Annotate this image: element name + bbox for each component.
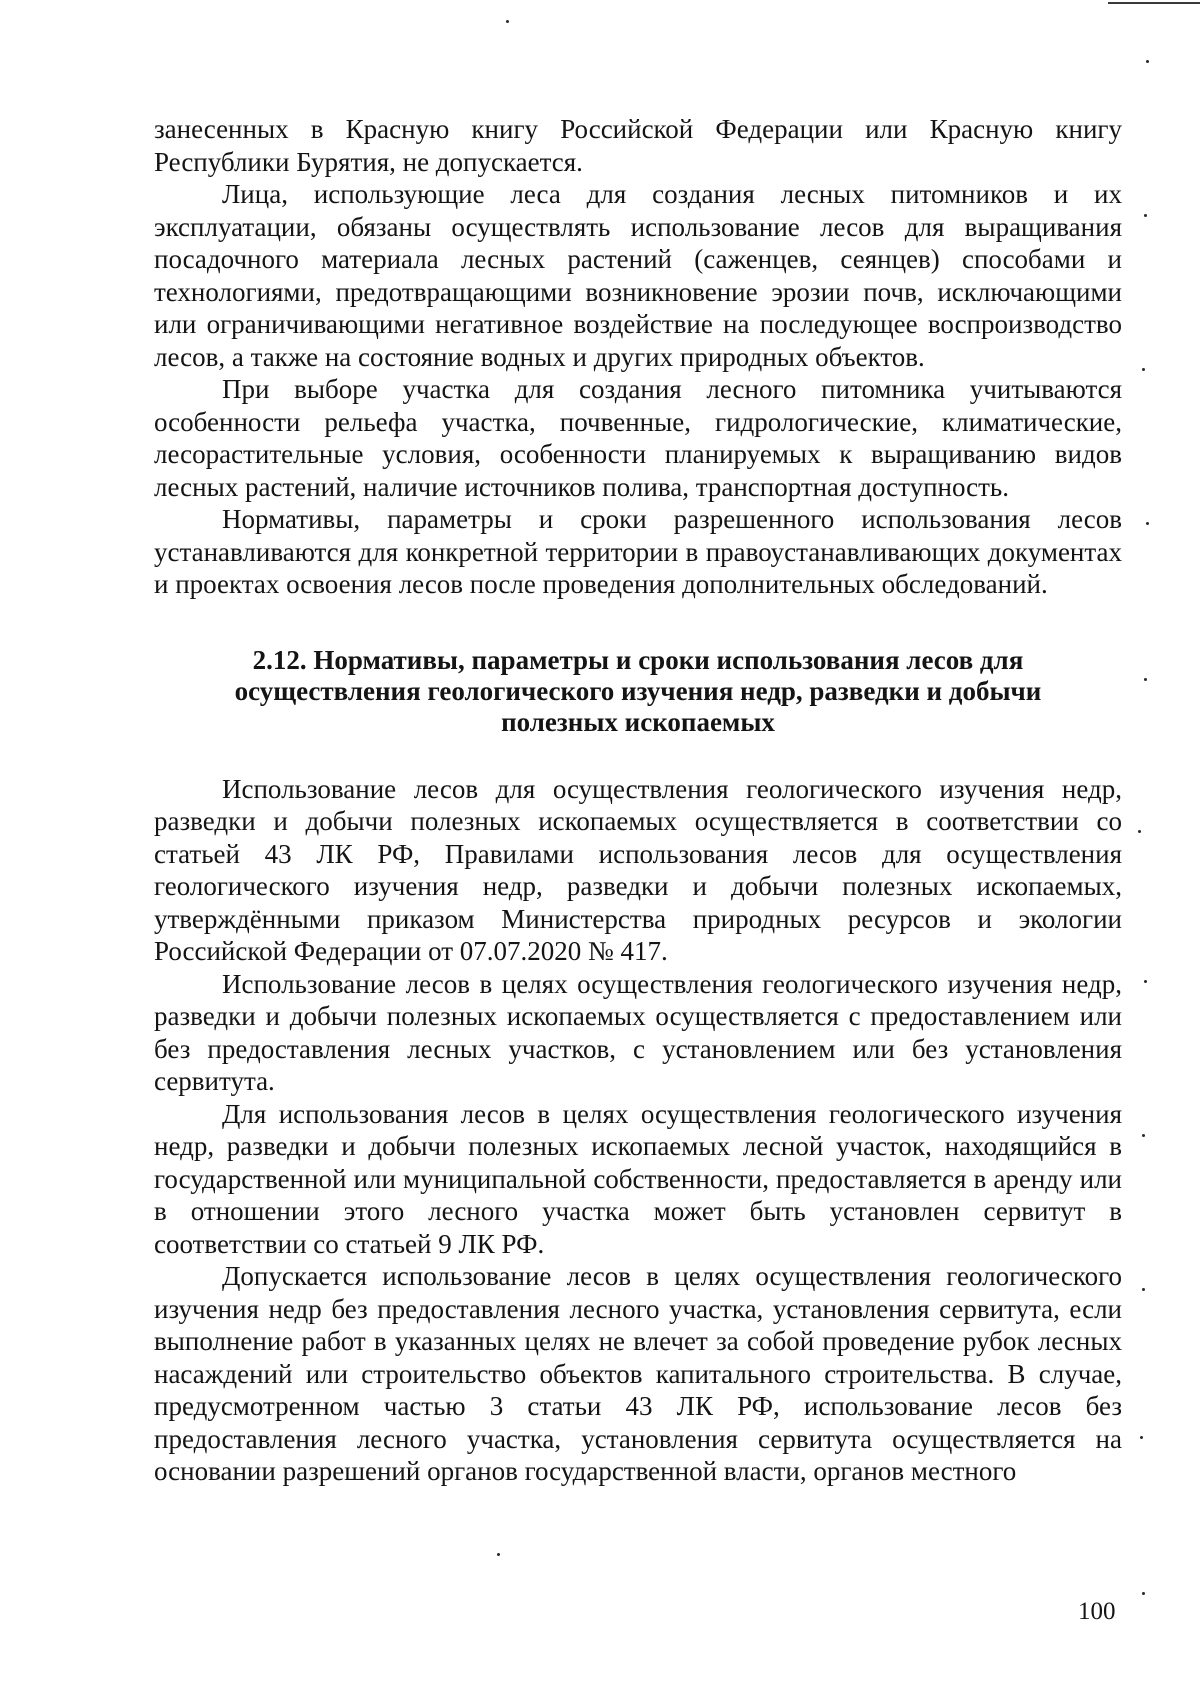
paragraph-geology-lease: Для использования лесов в целях осуществления геологического изучения недр, разведки и добычи полезных ископаемых лесной участок, находящийся в государственной или муниципальной собственности, предоставляется в аренду или в отношении этого лесного участка может быть установлен сервитут в соответствии со статьей 9 ЛК РФ. [154, 1098, 1122, 1259]
paragraph-norms-established: Нормативы, параметры и сроки разрешенного использования лесов устанавливаются для конкретной территории в правоустанавливающих документах и проектах освоения лесов после проведения дополнительных обследований. [154, 504, 1122, 599]
continuation-paragraph: занесенных в Красную книгу Российской Федерации или Красную книгу Республики Бурятия, не допускается. [154, 114, 1122, 177]
paragraph-geology-without-plot: Допускается использование лесов в целях осуществления геологического изучения недр без предоставления лесного участка, установления сервитута, если выполнение работ в указанных целях не влечет за собой проведение рубок лесных насаждений или строительство объектов капитального строительства. В случае, предусмотренном частью 3 статьи 43 ЛК РФ, использование лесов без предоставления лесного участка, установления сервитута осуществляется на основании разрешений органов государственной власти, органов местного [154, 1261, 1122, 1486]
scan-speck [506, 20, 509, 23]
scan-speck [1146, 522, 1149, 525]
scan-speck [1144, 980, 1147, 983]
document-body [154, 113, 1122, 1488]
section-heading-line: 2.12. Нормативы, параметры и сроки использования лесов для [252, 644, 1024, 675]
scan-speck [1138, 830, 1141, 833]
scan-speck [1142, 1592, 1145, 1595]
section-heading-line: полезных ископаемых [501, 706, 775, 737]
paragraph-nursery-site-selection: При выборе участка для создания лесного питомника учитываются особенности рельефа участка, почвенные, гидрологические, климатические, лесорастительные условия, особенности планируемых к выращиванию видов лесных растений, наличие источников полива, транспортная доступность. [154, 374, 1122, 502]
scan-speck [1140, 1436, 1143, 1439]
scan-speck [1142, 368, 1145, 371]
paragraph-nursery-obligations: Лица, использующие леса для создания лесных питомников и их эксплуатации, обязаны осуществлять использование лесов для выращивания посадочного материала лесных растений (саженцев, сеянцев) способами и технологиями, предотвращающими возникновение эрозии почв, исключающими или ограничивающими негативное воздействие на последующее воспроизводство лесов, а также на состояние водных и других природных объектов. [154, 179, 1122, 372]
paragraph-geology-provision: Использование лесов в целях осуществления геологического изучения недр, разведки и добычи полезных ископаемых осуществляется с предоставлением или без предоставления лесных участков, с установлением или без установления сервитута. [154, 968, 1122, 1096]
scan-speck [1142, 1134, 1145, 1137]
section-heading [154, 645, 1122, 738]
scan-speck [1142, 1288, 1145, 1291]
scan-edge-line [1108, 2, 1200, 4]
scan-speck [1146, 60, 1149, 63]
page-number: 100 [1078, 1598, 1116, 1625]
scan-speck [1144, 214, 1147, 217]
scan-speck [497, 1553, 500, 1556]
paragraph-geology-basis: Использование лесов для осуществления геологического изучения недр, разведки и добычи полезных ископаемых осуществляется в соответствии со статьей 43 ЛК РФ, Правилами использования лесов для осуществления геологического изучения недр, разведки и добычи полезных ископаемых, утверждёнными приказом Министерства природных ресурсов и экологии Российской Федерации от 07.07.2020 № 417. [154, 773, 1122, 966]
scan-speck [1144, 678, 1147, 681]
section-heading-line: осуществления геологического изучения недр, разведки и добычи [234, 675, 1042, 706]
